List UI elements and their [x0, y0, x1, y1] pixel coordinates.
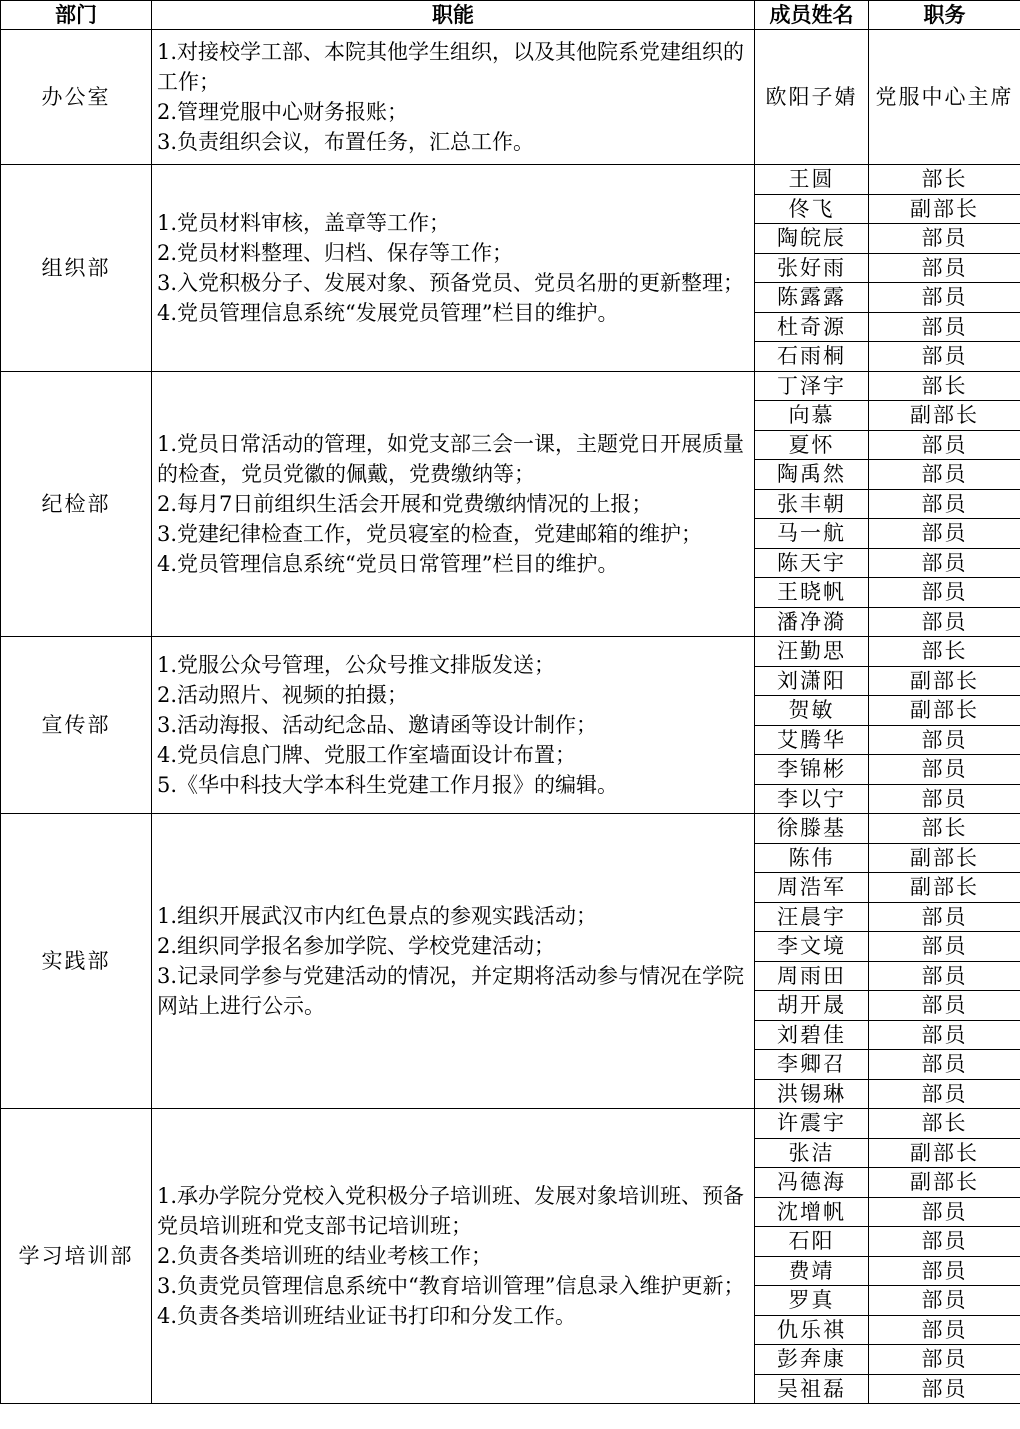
member-role: 部员 [869, 430, 1020, 460]
member-role: 部员 [869, 578, 1020, 608]
member-name: 费靖 [755, 1256, 869, 1286]
dept-cell: 学习培训部 [1, 1109, 152, 1404]
duty-line: 3.负责党员管理信息系统中“教育培训管理”信息录入维护更新； [157, 1274, 745, 1298]
member-role: 部长 [869, 371, 1020, 401]
member-role: 部员 [869, 961, 1020, 991]
member-row [1, 1109, 1020, 1139]
member-name: 仇乐祺 [755, 1315, 869, 1345]
member-role: 部长 [869, 1109, 1020, 1139]
member-role: 副部长 [869, 696, 1020, 726]
member-name: 陈露露 [755, 283, 869, 313]
duty-line: 1.组织开展武汉市内红色景点的参观实践活动； [157, 904, 598, 928]
duties-cell [152, 814, 755, 1109]
duty-line: 2.负责各类培训班的结业考核工作； [157, 1244, 493, 1268]
duty-line: 4.负责各类培训班结业证书打印和分发工作。 [157, 1304, 577, 1328]
member-role: 部员 [869, 489, 1020, 519]
member-role: 部员 [869, 1020, 1020, 1050]
member-name: 徐滕基 [755, 814, 869, 844]
member-name: 张好雨 [755, 253, 869, 283]
member-name: 张丰朝 [755, 489, 869, 519]
duty-line: 2.管理党服中心财务报账； [157, 100, 409, 124]
member-name: 张洁 [755, 1138, 869, 1168]
member-name: 杜奇源 [755, 312, 869, 342]
member-name: 吴祖磊 [755, 1374, 869, 1404]
member-role: 部员 [869, 1079, 1020, 1109]
duties-cell [152, 371, 755, 637]
member-name: 夏怀 [755, 430, 869, 460]
member-role: 部员 [869, 1050, 1020, 1080]
duty-line: 1.党服公众号管理，公众号推文排版发送； [157, 653, 556, 677]
member-role: 部长 [869, 165, 1020, 195]
member-role: 部员 [869, 1227, 1020, 1257]
duty-line: 3.记录同学参与党建活动的情况，并定期将活动参与情况在学院网站上进行公示。 [157, 964, 745, 1018]
table-body [1, 30, 1020, 1404]
member-role: 副部长 [869, 1138, 1020, 1168]
member-role: 副部长 [869, 1168, 1020, 1198]
member-role: 部员 [869, 725, 1020, 755]
member-name: 王圆 [755, 165, 869, 195]
office-row [1, 30, 1020, 165]
member-row [1, 371, 1020, 401]
member-name: 刘潇阳 [755, 666, 869, 696]
member-role: 部员 [869, 1345, 1020, 1375]
member-role: 部员 [869, 991, 1020, 1021]
member-role: 部员 [869, 1374, 1020, 1404]
member-name: 欧阳子婧 [755, 30, 869, 165]
dept-cell: 宣传部 [1, 637, 152, 814]
member-role: 部员 [869, 607, 1020, 637]
duty-line: 1.党员日常活动的管理，如党支部三会一课，主题党日开展质量的检查，党员党徽的佩戴，党费缴纳等； [157, 431, 745, 486]
member-name: 李锦彬 [755, 755, 869, 785]
member-name: 马一航 [755, 519, 869, 549]
header-duties: 职能 [152, 1, 755, 30]
member-name: 陶禹然 [755, 460, 869, 490]
duty-line: 4.党员管理信息系统“发展党员管理”栏目的维护。 [157, 300, 619, 325]
member-role: 部员 [869, 932, 1020, 962]
member-name: 丁泽宇 [755, 371, 869, 401]
member-role: 部员 [869, 784, 1020, 814]
member-name: 石阳 [755, 1227, 869, 1257]
member-name: 向慕 [755, 401, 869, 431]
member-role: 部员 [869, 755, 1020, 785]
duty-line: 2.组织同学报名参加学院、学校党建活动； [157, 934, 556, 958]
member-name: 冯德海 [755, 1168, 869, 1198]
duty-line: 3.活动海报、活动纪念品、邀请函等设计制作； [157, 713, 598, 737]
member-role: 部员 [869, 519, 1020, 549]
dept-cell: 组织部 [1, 165, 152, 372]
header-name: 成员姓名 [755, 1, 869, 30]
member-role: 副部长 [869, 666, 1020, 696]
member-role: 部员 [869, 224, 1020, 254]
member-name: 周浩军 [755, 873, 869, 903]
duty-line: 1.对接校学工部、本院其他学生组织，以及其他院系党建组织的工作； [157, 40, 745, 94]
dept-cell: 实践部 [1, 814, 152, 1109]
duties-cell [152, 30, 755, 165]
member-name: 汪晨宇 [755, 902, 869, 932]
duty-line: 3.党建纪律检查工作，党员寝室的检查，党建邮箱的维护； [157, 521, 703, 546]
duty-line: 2.活动照片、视频的拍摄； [157, 683, 409, 707]
member-role: 副部长 [869, 194, 1020, 224]
member-role: 部员 [869, 548, 1020, 578]
member-role: 部员 [869, 460, 1020, 490]
duty-line: 3.负责组织会议，布置任务，汇总工作。 [157, 130, 535, 154]
member-name: 洪锡琳 [755, 1079, 869, 1109]
member-row [1, 814, 1020, 844]
header-role: 职务 [869, 1, 1020, 30]
member-name: 李以宁 [755, 784, 869, 814]
member-name: 汪勤思 [755, 637, 869, 667]
member-role: 部员 [869, 342, 1020, 372]
member-name: 石雨桐 [755, 342, 869, 372]
member-role: 副部长 [869, 401, 1020, 431]
member-role: 部长 [869, 637, 1020, 667]
member-name: 陈伟 [755, 843, 869, 873]
dept-cell: 纪检部 [1, 371, 152, 637]
member-name: 王晓帆 [755, 578, 869, 608]
member-role: 部员 [869, 1256, 1020, 1286]
header-dept: 部门 [1, 1, 152, 30]
member-role: 部员 [869, 1286, 1020, 1316]
member-role: 部员 [869, 283, 1020, 313]
member-name: 胡开晟 [755, 991, 869, 1021]
member-name: 罗真 [755, 1286, 869, 1316]
header-row [1, 1, 1020, 30]
member-role: 部员 [869, 1197, 1020, 1227]
member-role: 部长 [869, 814, 1020, 844]
member-role: 部员 [869, 312, 1020, 342]
duties-cell [152, 1109, 755, 1404]
member-name: 李文境 [755, 932, 869, 962]
duty-line: 5.《华中科技大学本科生党建工作月报》的编辑。 [157, 773, 619, 797]
duty-line: 2.党员材料整理、归档、保存等工作； [157, 240, 514, 265]
member-name: 艾腾华 [755, 725, 869, 755]
member-name: 刘碧佳 [755, 1020, 869, 1050]
member-row [1, 637, 1020, 667]
duty-line: 2.每月7日前组织生活会开展和党费缴纳情况的上报； [157, 491, 653, 516]
member-role: 部员 [869, 1315, 1020, 1345]
member-role: 党服中心主席 [869, 30, 1020, 165]
member-name: 彭奔康 [755, 1345, 869, 1375]
member-name: 陶皖辰 [755, 224, 869, 254]
duty-line: 4.党员管理信息系统“党员日常管理”栏目的维护。 [157, 551, 619, 576]
member-role: 部员 [869, 902, 1020, 932]
member-name: 许震宇 [755, 1109, 869, 1139]
duties-cell [152, 637, 755, 814]
duties-cell [152, 165, 755, 372]
member-row [1, 165, 1020, 195]
member-role: 副部长 [869, 843, 1020, 873]
member-role: 部员 [869, 253, 1020, 283]
member-name: 李卿召 [755, 1050, 869, 1080]
member-name: 佟飞 [755, 194, 869, 224]
duty-line: 3.入党积极分子、发展对象、预备党员、党员名册的更新整理； [157, 270, 745, 295]
member-name: 潘净漪 [755, 607, 869, 637]
member-name: 周雨田 [755, 961, 869, 991]
duty-line: 1.承办学院分党校入党积极分子培训班、发展对象培训班、预备党员培训班和党支部书记培训班； [157, 1184, 745, 1238]
dept-cell: 办公室 [1, 30, 152, 165]
duty-line: 4.党员信息门牌、党服工作室墙面设计布置； [157, 743, 577, 767]
duty-line: 1.党员材料审核，盖章等工作； [157, 210, 451, 235]
member-role: 副部长 [869, 873, 1020, 903]
member-name: 沈增帆 [755, 1197, 869, 1227]
member-name: 贺敏 [755, 696, 869, 726]
member-name: 陈天宇 [755, 548, 869, 578]
